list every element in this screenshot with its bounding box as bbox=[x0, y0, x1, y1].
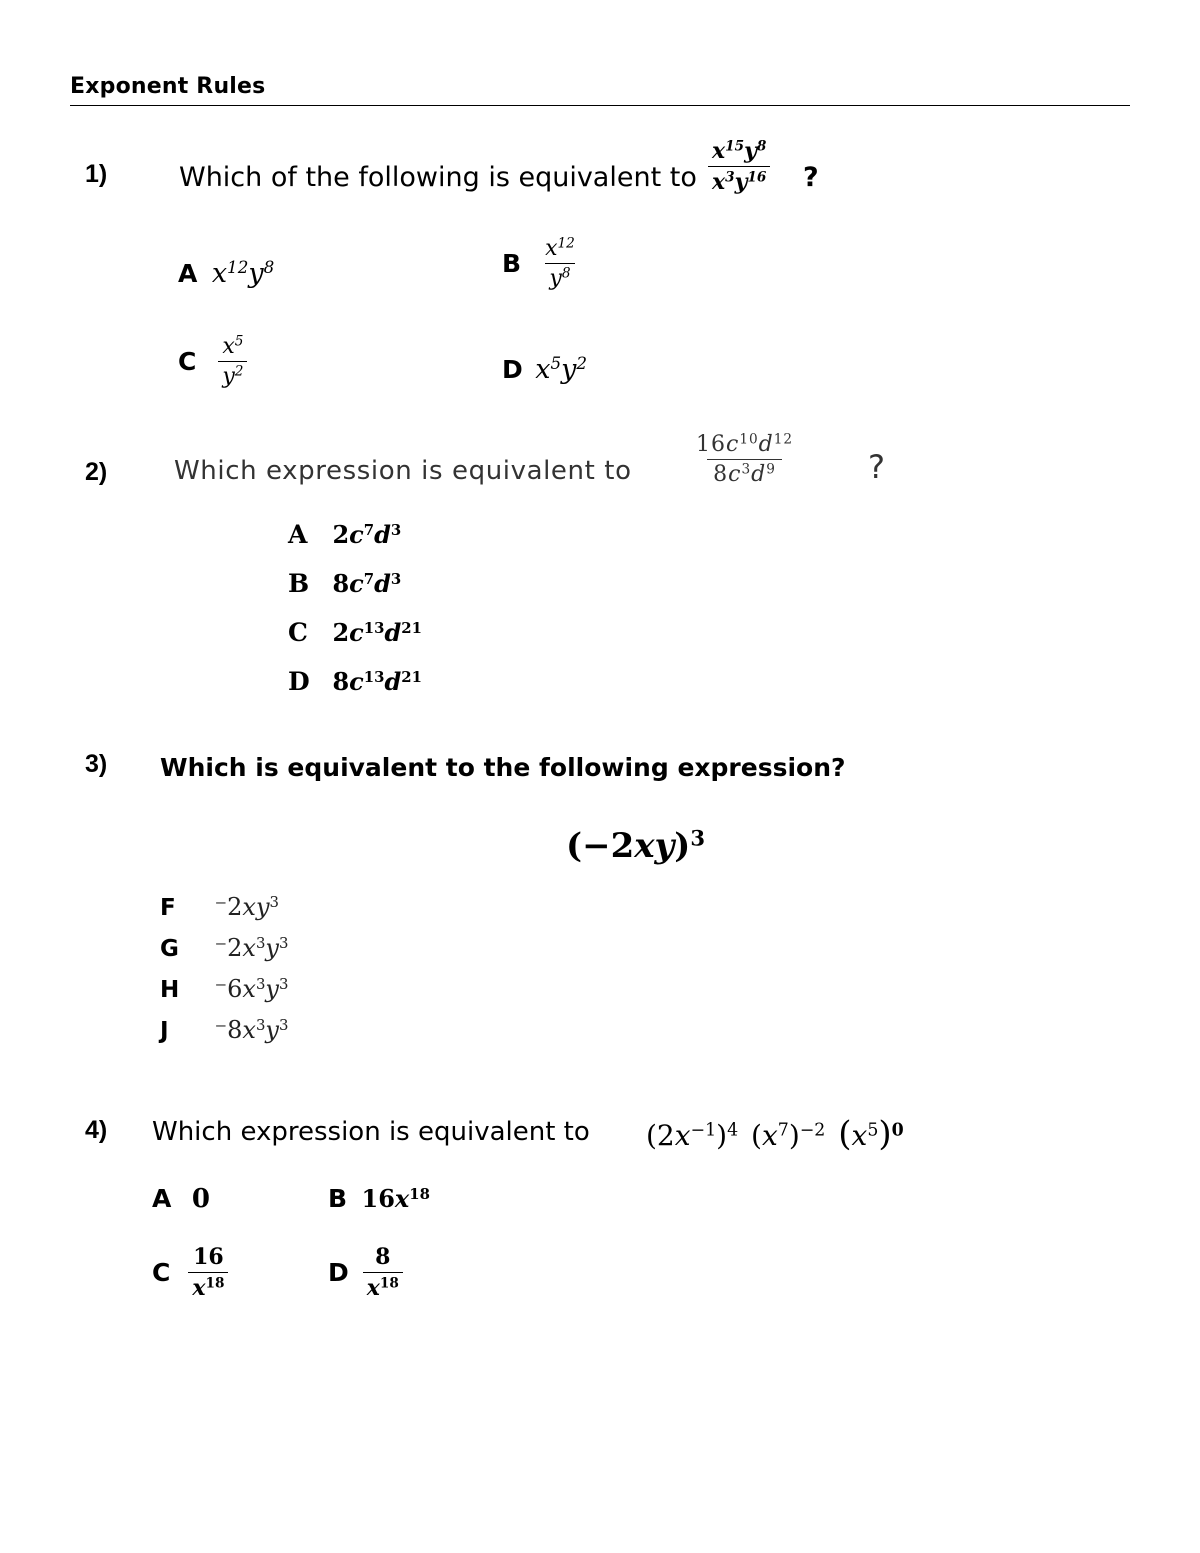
option-expression: 0 bbox=[191, 1184, 210, 1214]
option-expression: $8c^{13}d^{21}$ bbox=[332, 667, 422, 696]
q3-option-h[interactable] bbox=[160, 975, 288, 1003]
question-4-text: Which expression is equivalent to bbox=[152, 1117, 590, 1147]
option-expression: $^-6x^3y^3$ bbox=[214, 974, 289, 1003]
q3-option-j[interactable] bbox=[160, 1016, 288, 1044]
question-2-number: 2) bbox=[85, 458, 108, 486]
option-expression: $\frac{x^{12}}{y^8}$ bbox=[545, 235, 575, 291]
question-1-mark: ? bbox=[803, 162, 819, 193]
question-1-fraction: $\frac{x^{15}y^8}{x^3y^{16}}$ bbox=[708, 138, 770, 195]
question-2-mark: ? bbox=[868, 448, 885, 486]
option-expression: $\frac{x^5}{y^2}$ bbox=[218, 334, 247, 389]
question-3-number: 3) bbox=[85, 750, 108, 778]
option-expression: $\frac{8}{x^{18}}$ bbox=[363, 1244, 403, 1301]
q1-option-d[interactable] bbox=[502, 354, 587, 385]
option-letter: B bbox=[288, 569, 310, 598]
question-4-expression: $(2x^{-1})^4$ $(x^7)^{-2}$ $(x^5)^0$ bbox=[646, 1114, 904, 1154]
q1-option-c[interactable] bbox=[178, 334, 247, 389]
q2-option-c[interactable] bbox=[288, 618, 422, 647]
option-letter: C bbox=[178, 347, 197, 376]
q4-option-b[interactable] bbox=[328, 1184, 430, 1213]
option-expression: $^-2xy^3$ bbox=[214, 892, 279, 921]
question-2-fraction: $\frac{16c^{10}d^{12}}{8c^3d^9}$ bbox=[696, 431, 794, 487]
option-letter: D bbox=[288, 667, 310, 696]
option-expression: $8c^7d^3$ bbox=[332, 569, 402, 598]
q4-option-c[interactable] bbox=[152, 1244, 228, 1301]
question-3-expression: $(-2xy)^3$ bbox=[566, 825, 706, 866]
option-letter: J bbox=[160, 1018, 169, 1044]
q1-option-b[interactable] bbox=[502, 236, 579, 291]
q2-option-d[interactable] bbox=[288, 667, 422, 696]
q2-option-a[interactable] bbox=[288, 520, 401, 549]
option-letter: B bbox=[502, 249, 522, 278]
q2-option-b[interactable] bbox=[288, 569, 401, 598]
option-letter: G bbox=[160, 936, 179, 962]
question-1-text: Which of the following is equivalent to bbox=[179, 162, 697, 193]
option-expression: $16x^{18}$ bbox=[361, 1184, 430, 1213]
q3-option-f[interactable] bbox=[160, 893, 279, 921]
page-title: Exponent Rules bbox=[70, 74, 266, 99]
header-divider bbox=[70, 105, 1130, 106]
option-letter: A bbox=[152, 1184, 172, 1213]
question-4-number: 4) bbox=[85, 1116, 108, 1144]
option-expression: $^-8x^3y^3$ bbox=[214, 1015, 289, 1044]
option-expression: $2c^7d^3$ bbox=[332, 520, 402, 549]
option-letter: D bbox=[328, 1258, 349, 1287]
question-2-text: Which expression is equivalent to bbox=[174, 456, 632, 486]
option-letter: F bbox=[160, 895, 176, 921]
q4-option-d[interactable] bbox=[328, 1244, 403, 1301]
option-letter: C bbox=[152, 1258, 171, 1287]
option-letter: D bbox=[502, 355, 523, 384]
option-expression: $x^{12}y^8$ bbox=[211, 256, 275, 289]
question-3-text: Which is equivalent to the following expression? bbox=[160, 753, 846, 782]
option-expression: $2c^{13}d^{21}$ bbox=[332, 618, 422, 647]
option-letter: C bbox=[288, 618, 308, 647]
option-letter: A bbox=[288, 520, 308, 549]
q1-option-a[interactable] bbox=[178, 258, 274, 289]
option-expression: $x^5y^2$ bbox=[535, 352, 588, 385]
q4-option-a[interactable] bbox=[152, 1184, 210, 1214]
option-letter: A bbox=[178, 259, 198, 288]
question-1-number: 1) bbox=[85, 160, 108, 188]
q3-option-g[interactable] bbox=[160, 934, 288, 962]
option-expression: $\frac{16}{x^{18}}$ bbox=[188, 1244, 228, 1301]
option-letter: H bbox=[160, 977, 180, 1003]
option-letter: B bbox=[328, 1184, 348, 1213]
option-expression: $^-2x^3y^3$ bbox=[214, 933, 289, 962]
